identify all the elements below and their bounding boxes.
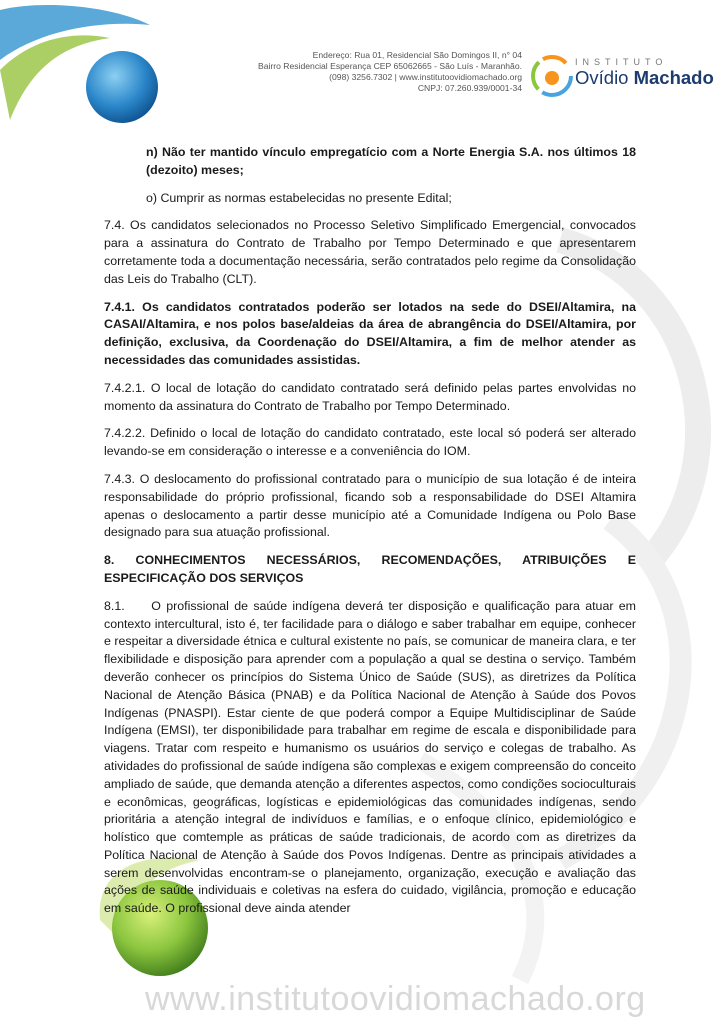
- item-o: o) Cumprir as normas estabelecidas no presente Edital;: [146, 190, 452, 205]
- paragraph-7-4-1: 7.4.1. Os candidatos contratados poderão ser lotados na sede do DSEI/Altamira, na CASAI/Altamira, e nos polos base/aldeias da área de abrangência do DSEI/Altamira, por definição, exclusiva, da Coordenação do DSEI/Altamira, a fim de melhor atender as necessidades das comunidades assistidas.: [104, 299, 636, 367]
- logo-name: [575, 67, 714, 89]
- paragraph-8-1: 8.1. O profissional de saúde indígena deverá ter disposição e qualificação para atuar em contexto intercultural, isto é, ter facilidade para o diálogo e saber trabalhar em equipe, conhecer e respeitar a diversidade étnica e cultural existente no país, se comunicar de maneira clara, e ter flexibilidade e disposição para aprender com a população a qual se destina o serviço. Também deverão conhecer os princípios do Sistema Único de Saúde (SUS), as diretrizes da Política Nacional de Atenção Básica (PNAB) e da Política Nacional de Atenção à Saúde dos Povos Indígenas (PNASPI). Estar ciente de que poderá compor a Equipe Multidisciplinar de Saúde Indígena (EMSI), ter disponibilidade para trabalhar em regime de escala e disponibilidade para viagens. Tratar com respeito e humanismo os usuários do serviço e colegas de trabalho. As atividades do profissional de saúde indígena são complexas e exigem compreensão do conceito ampliado de saúde, que demanda atenção a diferentes aspectos, como condições socioculturais e econômicas, geográficas, logísticas e epidemiológicas das comunidades indígenas, sendo prioritária a atenção integral de indivíduos e famílias, e o enfoque clínico, epidemiológico e holístico que comtemple as práticas de saúde tradicionais, de acordo com as diretrizes da Política Nacional de Atenção à Saúde dos Povos Indígenas. Dentre as principais atividades a serem desenvolvidas encontram-se o planejamento, organização, execução e avaliação das ações de saúde individuais e coletivas na esfera do cuidado, vigilância, promoção e educação em saúde. O profissional deve ainda atender: [104, 598, 640, 916]
- address-line: CNPJ: 07.260.939/0001-34: [417, 83, 522, 93]
- logo-instituto-text: INSTITUTO: [575, 57, 668, 67]
- document-body: [104, 144, 640, 928]
- paragraph-7-4: 7.4. Os candidatos selecionados no Processo Seletivo Simplificado Emergencial, convocados para a assinatura do Contrato de Trabalho por Tempo Determinado e que apresentarem corretamente toda a documentação necessária, serão contratados pelo regime da Consolidação das Leis do Trabalho (CLT).: [104, 218, 636, 286]
- institute-logo: [530, 54, 714, 98]
- circle-swirl-logo-icon: [530, 54, 574, 98]
- footer-url: www.institutoovidiomachado.org: [145, 980, 646, 1018]
- item-n: n) Não ter mantido vínculo empregatício com a Norte Energia S.A. nos últimos 18 (dezoito) meses;: [146, 145, 636, 177]
- paragraph-7-4-3: 7.4.3. O deslocamento do profissional contratado para o município de sua lotação é de inteira responsabilidade do próprio profissional, ficando sob a responsabilidade do DSEI Altamira apenas o deslocamento a partir desse município até a Comunidade Indígena ou Polo Base designado para sua atuação profissional.: [104, 471, 636, 540]
- address-line: Bairro Residencial Esperança CEP 65062665 - São Luís - Maranhão.: [257, 61, 522, 71]
- address-line: Endereço: Rua 01, Residencial São Domingos II, n° 04: [312, 50, 522, 60]
- logo-name-last: Machado: [633, 67, 714, 88]
- section-heading-8: 8. CONHECIMENTOS NECESSÁRIOS, RECOMENDAÇÕES, ATRIBUIÇÕES E ESPECIFICAÇÃO DOS SERVIÇOS: [104, 553, 636, 585]
- address-line: (098) 3256.7302 | www.institutoovidiomachado.org: [329, 72, 522, 82]
- paragraph-7-4-2-2: 7.4.2.2. Definido o local de lotação do candidato contratado, este local só poderá ser alterado levando-se em consideração o interesse e a conveniência do IOM.: [104, 426, 636, 459]
- paragraph-7-4-2-1: 7.4.2.1. O local de lotação do candidato contratado será definido pelas partes envolvidas no momento da assinatura do Contrato de Trabalho por Tempo Determinado.: [104, 380, 636, 413]
- header-address: [200, 50, 522, 94]
- logo-name-first: Ovídio: [575, 67, 629, 88]
- blue-orb-icon: [86, 51, 158, 123]
